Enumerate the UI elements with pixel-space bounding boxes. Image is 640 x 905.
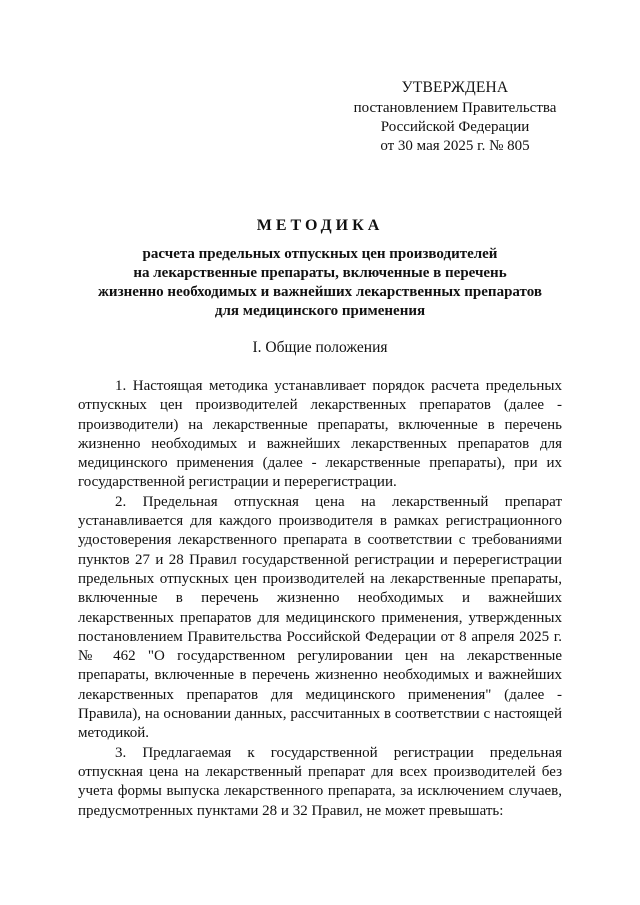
approval-line: постановлением Правительства xyxy=(353,100,557,116)
section-heading: I. Общие положения xyxy=(252,339,388,356)
paragraph-2: 2. Предельная отпускная цена на лекарственный препарат устанавливается для каждого производителя в рамках регистрационного удостоверения лекарственного препарата в соответствии с требованиями пунктов 27 и 28 Правил государственной регистрации и перерегистрации предельных отпускных цен производителей на лекарственные препараты, включенные в перечень жизненно необходимых и важнейших лекарственных препаратов для медицинского применения, утвержденных постановлением Правительства Российской Федерации от 8 апреля 2025 г. № 462 "О государственном регулировании цен на лекарственные препараты, включенные в перечень жизненно необходимых и важнейших лекарственных препаратов для медицинского применения" (далее - Правила), на основании данных, рассчитанных в соответствии с настоящей методикой. xyxy=(78,493,562,742)
subtitle-line: расчета предельных отпускных цен производителей xyxy=(142,246,498,262)
approval-stamp: УТВЕРЖДЕНА xyxy=(401,79,509,96)
document-subtitle xyxy=(80,245,560,321)
subtitle-line: на лекарственные препараты, включенные в перечень xyxy=(133,265,507,281)
subtitle-line: жизненно необходимых и важнейших лекарственных препаратов xyxy=(98,284,542,300)
approval-line: от 30 мая 2025 г. № 805 xyxy=(380,138,530,154)
document-body xyxy=(78,377,562,821)
approval-line: Российской Федерации xyxy=(380,119,530,135)
paragraph-3: 3. Предлагаемая к государственной регистрации предельная отпускная цена на лекарственный препарат для всех производителей без учета формы выпуска лекарственного препарата, за исключением случаев, предусмотренных пунктами 28 и 32 Правил, не может превышать: xyxy=(78,744,562,819)
document-title: МЕТОДИКА xyxy=(256,217,384,234)
subtitle-line: для медицинского применения xyxy=(214,303,426,319)
approval-block xyxy=(330,78,580,156)
paragraph-1: 1. Настоящая методика устанавливает порядок расчета предельных отпускных цен производителей лекарственных препаратов (далее - производители) на лекарственные препараты, включенные в перечень жизненно необходимых и важнейших лекарственных препаратов для медицинского применения (далее - лекарственные препараты), при их государственной регистрации и перерегистрации. xyxy=(78,378,562,491)
